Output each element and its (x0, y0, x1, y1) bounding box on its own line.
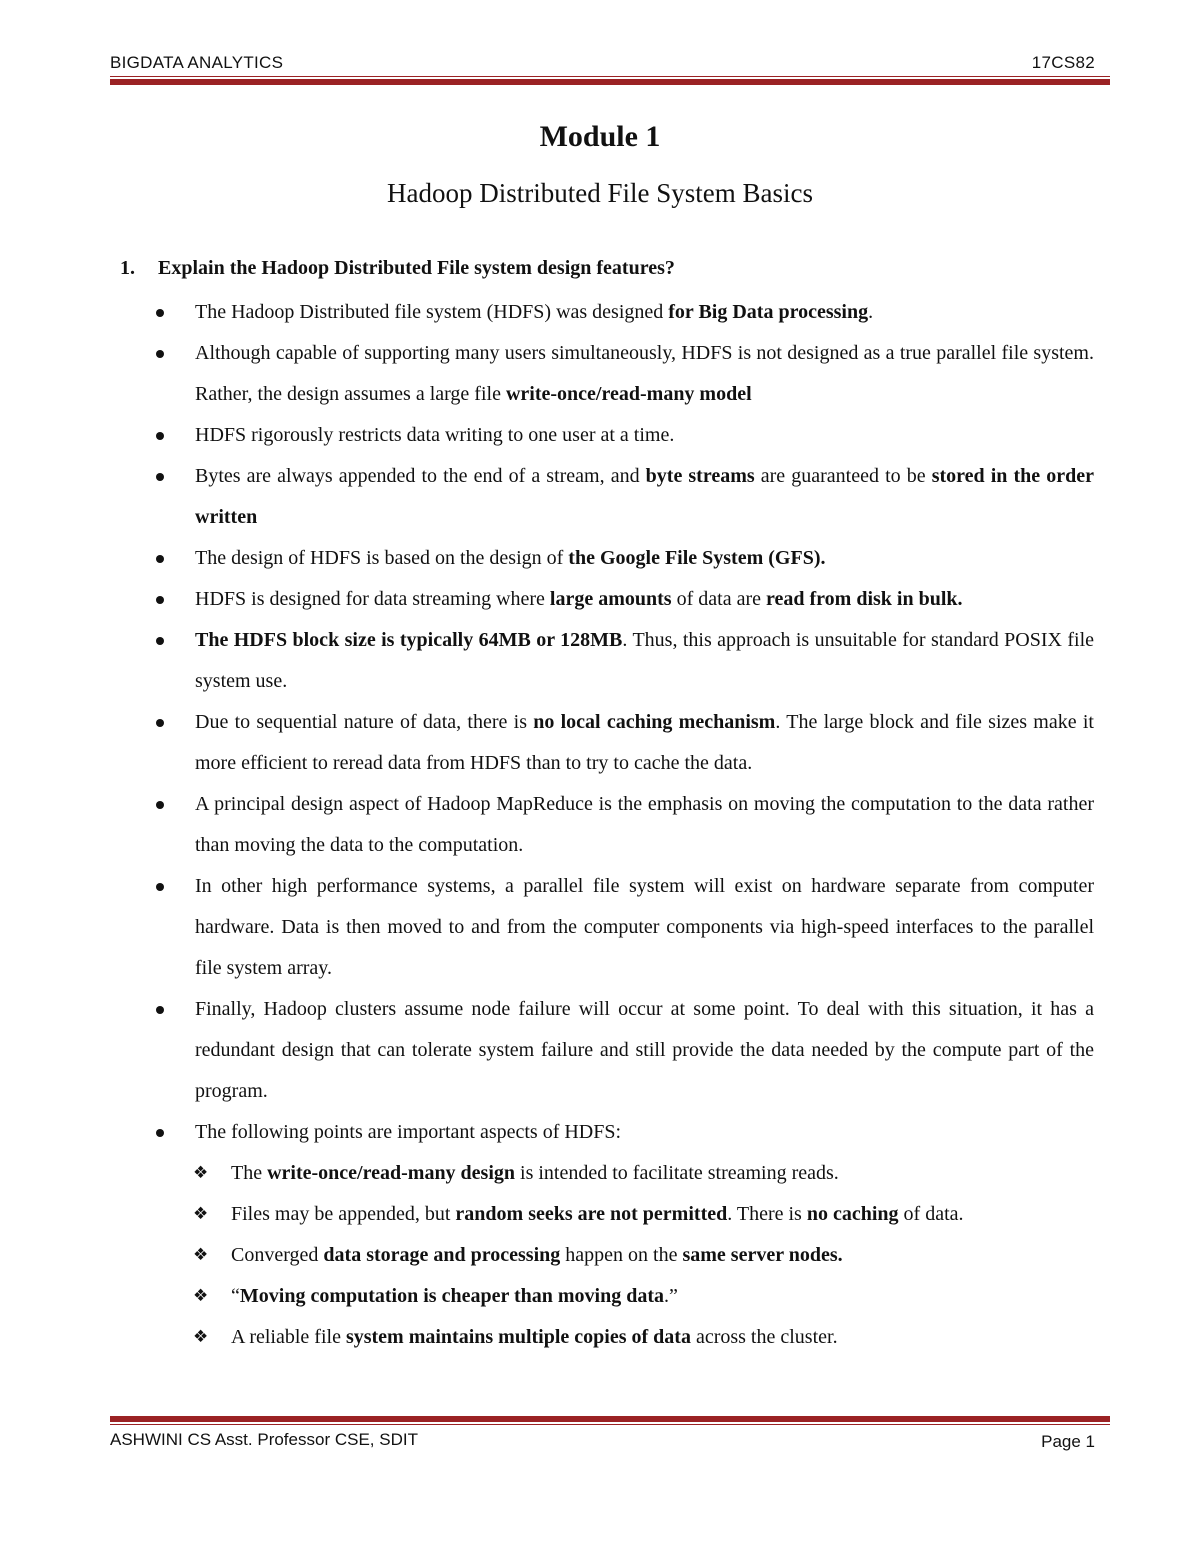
text-run: The Hadoop Distributed file system (HDFS) was designed (195, 301, 669, 323)
question-number: 1. (120, 257, 135, 279)
bullet-dot-icon (156, 309, 164, 317)
question-text: Explain the Hadoop Distributed File system design features? (158, 257, 675, 279)
bold-text: system maintains multiple copies of data (345, 1326, 691, 1348)
bullet-item (0, 866, 1200, 989)
sub-bullet-list (0, 1153, 1200, 1358)
diamond-bullet-icon: ❖ (193, 1204, 209, 1224)
bullet-item (0, 989, 1200, 1112)
bold-text: The HDFS block size is typically 64MB or 128MB (195, 629, 623, 651)
bullet-dot-icon (156, 596, 164, 604)
bullet-dot-icon (156, 350, 164, 358)
text-run: .” (664, 1285, 678, 1307)
diamond-bullet-icon: ❖ (193, 1245, 209, 1265)
text-run: . There is (727, 1203, 807, 1225)
text-run: of data are (671, 588, 766, 610)
text-run: Due to sequential nature of data, there is (195, 711, 534, 733)
bullet-item (0, 456, 1200, 538)
page-subtitle: Hadoop Distributed File System Basics (387, 178, 813, 208)
bullet-dot-icon (156, 555, 164, 563)
bullet-item (0, 538, 1200, 579)
bold-text: byte streams (645, 465, 755, 487)
bold-text: the Google File System (GFS). (568, 547, 826, 569)
text-run: Finally, Hadoop clusters assume node failure will occur at some point. To deal with this situation, it has a redundant design that can tolerate system failure and still provide the data needed by the compute part of the program. (195, 998, 1094, 1102)
text-run: Converged (231, 1244, 324, 1266)
bold-text: random seeks are not permitted (455, 1203, 728, 1225)
text-run: “ (231, 1285, 240, 1307)
text-run: . (868, 301, 874, 323)
text-run: are guaranteed to be (754, 465, 932, 487)
bullet-item (0, 579, 1200, 620)
bullet-item (0, 1112, 1200, 1153)
text-run: HDFS is designed for data streaming where (195, 588, 550, 610)
sub-bullet-item (0, 1317, 1200, 1358)
bullet-dot-icon (156, 1006, 164, 1014)
sub-bullet-item (0, 1276, 1200, 1317)
page-title: Module 1 (539, 120, 661, 153)
footer-rule-thin (110, 1424, 1110, 1425)
sub-bullet-item (0, 1235, 1200, 1276)
text-run: The design of HDFS is based on the design of (195, 547, 569, 569)
text-run: HDFS rigorously restricts data writing to one user at a time. (195, 424, 675, 446)
text-run: Although capable of supporting many users simultaneously, HDFS is not designed as a true parallel file system. Rather, the design assumes a large file (195, 342, 1094, 405)
bullet-dot-icon (156, 883, 164, 891)
text-run: of data. (898, 1203, 964, 1225)
text-run: Bytes are always appended to the end of a stream, and (195, 465, 646, 487)
text-run: A reliable file (231, 1326, 346, 1348)
bullet-list (0, 292, 1200, 1153)
bold-text: Moving computation is cheaper than moving data (239, 1285, 664, 1307)
text-run: across the cluster. (690, 1326, 838, 1348)
bullet-dot-icon (156, 637, 164, 645)
diamond-bullet-icon: ❖ (193, 1163, 209, 1183)
bullet-item (0, 620, 1200, 702)
header-rule-thin (110, 76, 1110, 77)
bold-text: no caching (806, 1203, 899, 1225)
header-course-title: BIGDATA ANALYTICS (110, 53, 284, 72)
bold-text: large amounts (549, 588, 672, 610)
bullet-dot-icon (156, 1129, 164, 1137)
text-run: A principal design aspect of Hadoop MapReduce is the emphasis on moving the computation to the data rather than moving the data to the computation. (195, 793, 1094, 856)
bullet-dot-icon (156, 719, 164, 727)
footer-author: ASHWINI CS Asst. Professor CSE, SDIT (110, 1430, 418, 1449)
sub-bullet-item (0, 1194, 1200, 1235)
bullet-dot-icon (156, 473, 164, 481)
bold-text: data storage and processing (323, 1244, 561, 1266)
header-rule-thick (110, 79, 1110, 85)
text-run: . The large block and file sizes make it more efficient to reread data from HDFS than to try to cache the data. (195, 711, 1094, 774)
bold-text: stored in the order written (195, 465, 1094, 528)
bullet-dot-icon (156, 432, 164, 440)
bold-text: write-once/read-many design (267, 1162, 516, 1184)
footer-rule-thick (110, 1416, 1110, 1422)
bullet-item (0, 784, 1200, 866)
bullet-dot-icon (156, 801, 164, 809)
bullet-item (0, 333, 1200, 415)
footer-page-number: Page 1 (1041, 1432, 1095, 1451)
bold-text: write-once/read-many model (505, 383, 752, 405)
bold-text: same server nodes. (682, 1244, 843, 1266)
question-heading (120, 257, 675, 280)
bullet-item (0, 702, 1200, 784)
bullet-item (0, 292, 1200, 333)
sub-bullet-item (0, 1153, 1200, 1194)
text-run: The following points are important aspects of HDFS: (195, 1121, 622, 1143)
text-run: . Thus, this approach is unsuitable for standard POSIX file system use. (195, 629, 1095, 692)
answer-content (0, 292, 1200, 1358)
text-run: The (231, 1162, 268, 1184)
diamond-bullet-icon: ❖ (193, 1327, 209, 1347)
bullet-item (0, 415, 1200, 456)
text-run: happen on the (560, 1244, 683, 1266)
diamond-bullet-icon: ❖ (193, 1286, 209, 1306)
bold-text: read from disk in bulk. (765, 588, 963, 610)
bold-text: for Big Data processing (668, 301, 869, 323)
header-course-code: 17CS82 (1031, 53, 1095, 72)
bold-text: no local caching mechanism (533, 711, 776, 733)
text-run: Files may be appended, but (231, 1203, 456, 1225)
text-run: In other high performance systems, a parallel file system will exist on hardware separate from computer hardware. Data is then moved to and from the computer components via high-speed interfaces to the parallel file system array. (195, 875, 1094, 979)
text-run: is intended to facilitate streaming reads. (515, 1162, 839, 1184)
